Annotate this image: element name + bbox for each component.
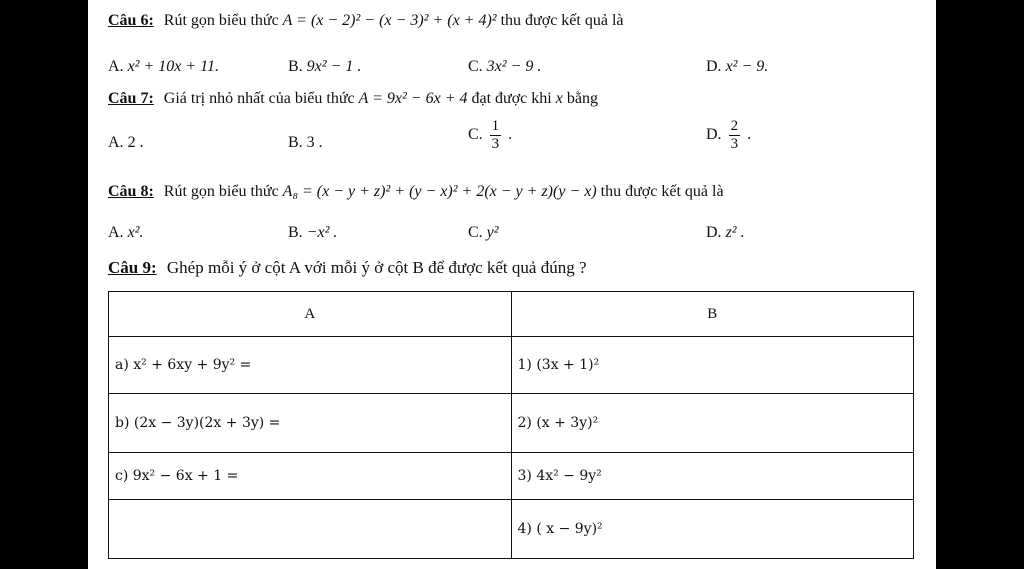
column-b-header: B: [511, 292, 914, 337]
option-value: z² .: [725, 224, 745, 241]
option-value: −x² .: [306, 224, 338, 241]
option-letter: C.: [468, 224, 483, 241]
q6-option-a: [108, 58, 219, 76]
question-7: [108, 90, 598, 108]
q6-option-d: [706, 58, 768, 76]
option-letter: C.: [468, 126, 483, 144]
q6-option-c: [468, 58, 541, 76]
question-8-text-after: thu được kết quả là: [600, 183, 724, 200]
q7-option-a: [108, 134, 144, 152]
option-letter: A.: [108, 224, 124, 241]
column-b-cell: 4) ( x − 9y)²: [511, 500, 914, 559]
question-7-text-end: bằng: [566, 90, 598, 107]
question-7-label: Câu 7:: [108, 90, 154, 107]
question-6-text-after: thu được kết quả là: [500, 12, 624, 29]
question-7-expression: A = 9x² − 6x + 4: [358, 90, 468, 107]
option-letter: A.: [108, 58, 124, 75]
option-suffix: .: [508, 126, 513, 144]
fraction-denominator: 3: [491, 136, 500, 152]
question-9-text: Ghép mỗi ý ở cột A với mỗi ý ở cột B để được kết quả đúng ?: [166, 258, 587, 277]
q7-option-d: [706, 118, 751, 153]
document-page: [88, 0, 936, 569]
option-letter: B.: [288, 58, 303, 75]
q8-option-d: [706, 224, 745, 242]
question-8: [108, 183, 724, 201]
table-row: [109, 500, 914, 559]
option-letter: C.: [468, 58, 483, 75]
column-a-cell: [109, 500, 512, 559]
option-value: x² + 10x + 11.: [127, 58, 219, 75]
column-b-cell: 1) (3x + 1)²: [511, 337, 914, 394]
question-6-label: Câu 6:: [108, 12, 154, 29]
table-row: [109, 453, 914, 500]
option-letter: B.: [288, 134, 303, 151]
option-letter: D.: [706, 58, 722, 75]
table-header-row: [109, 292, 914, 337]
question-8-expression: A₈ = (x − y + z)² + (y − x)² + 2(x − y + z)(y − x): [282, 183, 597, 200]
option-suffix: .: [747, 126, 752, 144]
option-letter: D.: [706, 126, 722, 144]
option-letter: B.: [288, 224, 303, 241]
table-row: [109, 394, 914, 453]
option-value: 2 .: [127, 134, 144, 151]
option-value: y²: [486, 224, 499, 241]
fraction-numerator: 2: [730, 118, 739, 134]
fraction: [490, 118, 502, 153]
question-8-text-before: Rút gọn biểu thức: [163, 183, 279, 200]
column-b-cell: 3) 4x² − 9y²: [511, 453, 914, 500]
question-6-expression: A = (x − 2)² − (x − 3)² + (x + 4)²: [282, 12, 497, 29]
q6-option-b: [288, 58, 361, 76]
table-row: [109, 337, 914, 394]
q8-option-c: [468, 224, 499, 242]
question-9: [108, 258, 587, 278]
option-letter: A.: [108, 134, 124, 151]
option-value: 3x² − 9 .: [486, 58, 542, 75]
option-value: x².: [127, 224, 144, 241]
column-a-cell: a) x² + 6xy + 9y² =: [109, 337, 512, 394]
column-b-cell: 2) (x + 3y)²: [511, 394, 914, 453]
q8-option-a: [108, 224, 143, 242]
q7-option-b: [288, 134, 323, 152]
option-value: 3 .: [306, 134, 323, 151]
question-6-text-before: Rút gọn biểu thức: [163, 12, 279, 29]
fraction-denominator: 3: [730, 136, 739, 152]
column-a-header: A: [109, 292, 512, 337]
q7-option-c: [468, 118, 512, 153]
column-a-cell: b) (2x − 3y)(2x + 3y) =: [109, 394, 512, 453]
option-value: 9x² − 1 .: [306, 58, 362, 75]
fraction: [729, 118, 741, 153]
q8-option-b: [288, 224, 337, 242]
column-a-cell: c) 9x² − 6x + 1 =: [109, 453, 512, 500]
option-letter: D.: [706, 224, 722, 241]
option-value: x² − 9.: [725, 58, 769, 75]
question-6: [108, 12, 623, 30]
question-7-text-before: Giá trị nhỏ nhất của biểu thức: [163, 90, 355, 107]
fraction-numerator: 1: [491, 118, 500, 134]
question-8-label: Câu 8:: [108, 183, 154, 200]
question-7-text-after: đạt được khi: [471, 90, 552, 107]
matching-table: [108, 291, 914, 559]
question-9-label: Câu 9:: [108, 258, 157, 277]
question-7-variable: x: [555, 90, 563, 107]
